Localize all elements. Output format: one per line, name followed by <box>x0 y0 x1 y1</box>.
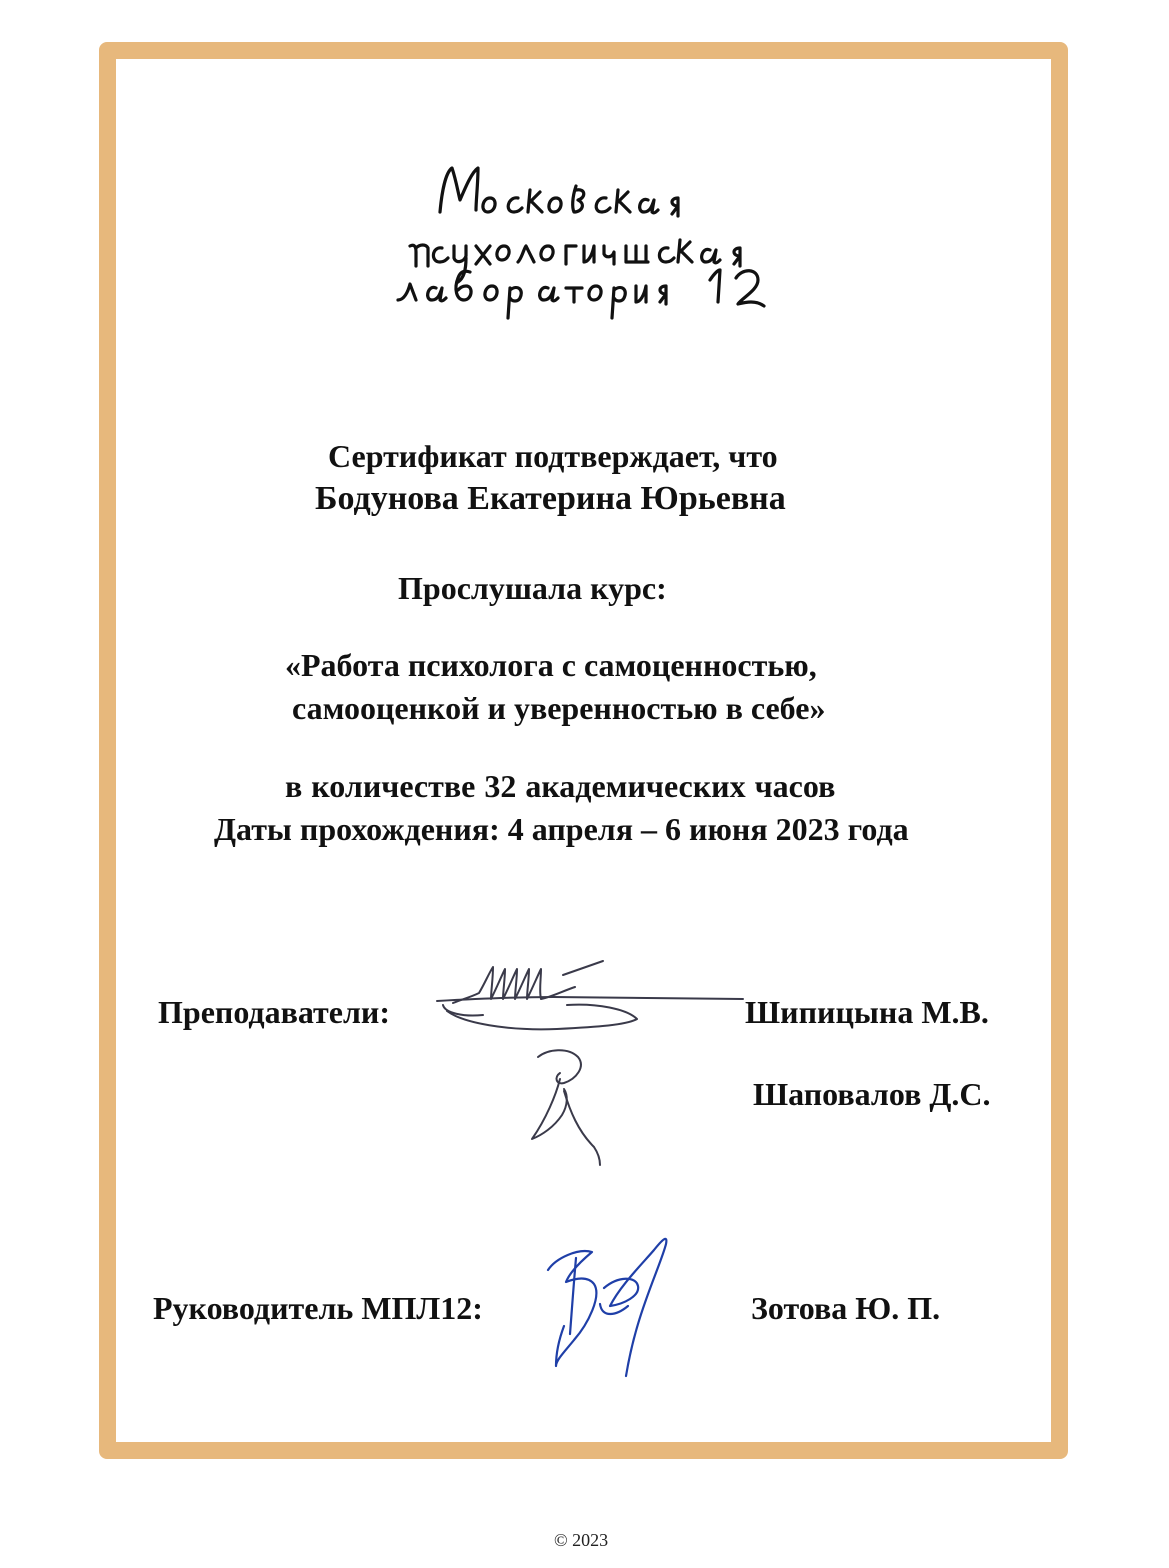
teacher-2-signature <box>520 1043 610 1165</box>
teacher-1-name: Шипицына М.В. <box>745 994 989 1030</box>
head-signature <box>540 1218 690 1378</box>
course-title-line2: самооценкой и уверенностью в себе» <box>292 690 826 726</box>
certificate-intro: Сертификат подтверждает, что <box>328 438 778 474</box>
recipient-name: Бодунова Екатерина Юрьевна <box>315 480 786 517</box>
head-name: Зотова Ю. П. <box>751 1290 941 1326</box>
teachers-label: Преподаватели: <box>158 994 391 1030</box>
course-title-line1: «Работа психолога с самоценностью, <box>285 647 817 683</box>
copyright: © 2023 <box>554 1530 609 1550</box>
lab-logo <box>380 150 790 335</box>
teacher-2-name: Шаповалов Д.С. <box>753 1076 991 1112</box>
course-label: Прослушала курс: <box>398 570 667 606</box>
course-dates: Даты прохождения: 4 апреля – 6 июня 2023 года <box>214 811 909 847</box>
course-hours: в количестве 32 академических часов <box>285 768 836 804</box>
teacher-1-signature <box>433 955 743 1040</box>
head-label: Руководитель МПЛ12: <box>153 1290 483 1326</box>
